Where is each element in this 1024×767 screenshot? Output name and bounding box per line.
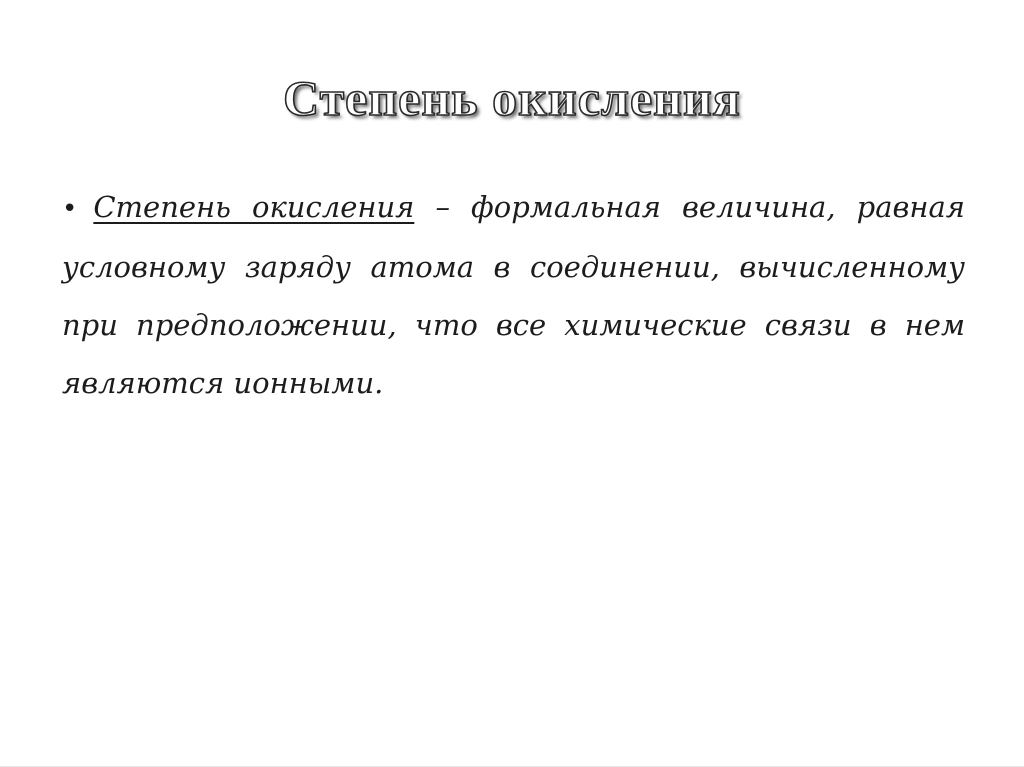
bullet-icon: • <box>62 194 78 224</box>
slide-title: Степень окисления <box>283 70 741 126</box>
definition-term: Степень окисления <box>93 190 415 224</box>
definition-text: – формальная величина, равная условному заряду атома в соединении, вычисленному при предположении, что все химические связи в нем являются ионными. <box>62 190 965 400</box>
definition-paragraph <box>62 178 965 412</box>
